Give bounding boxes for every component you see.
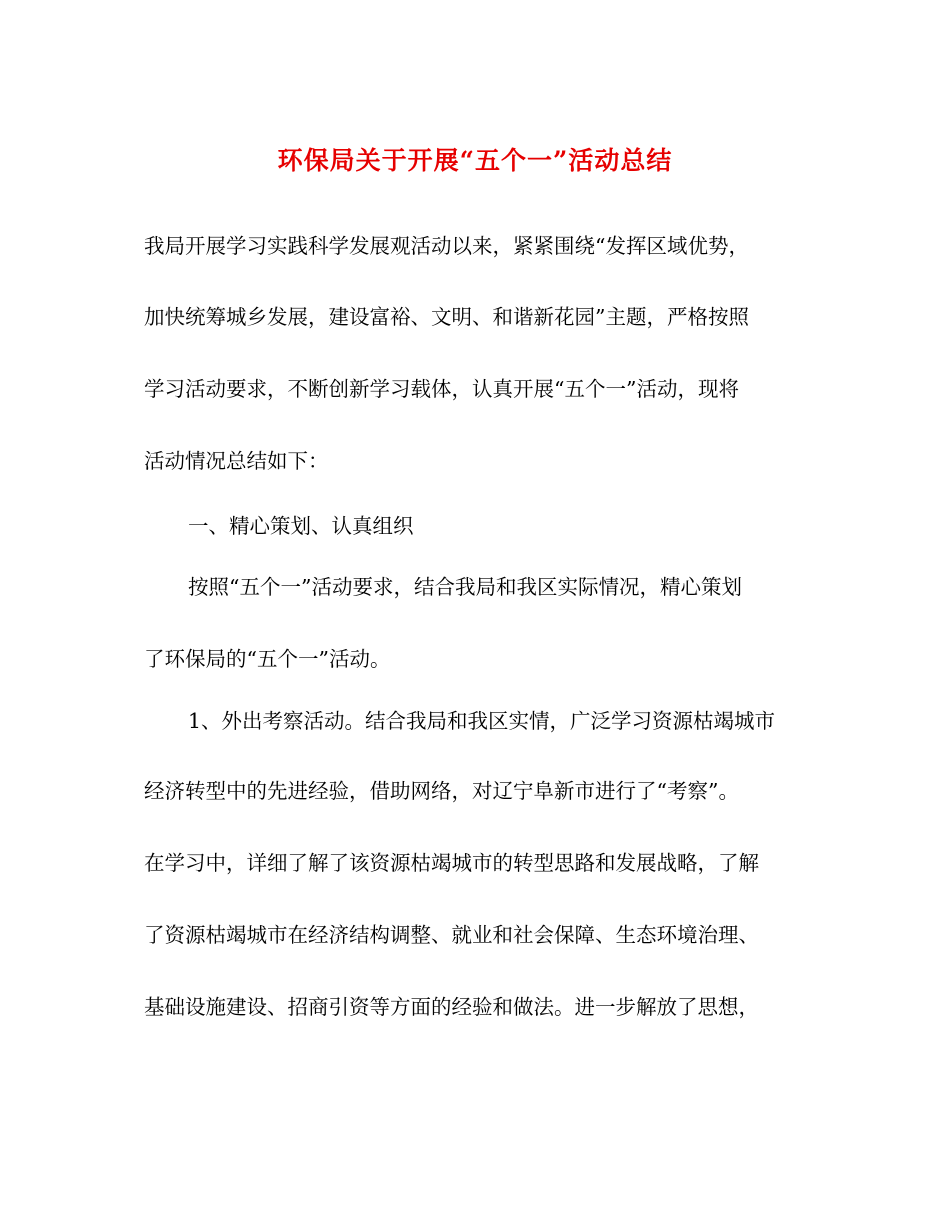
- paragraph-line: 1、外出考察活动。结合我局和我区实情，广泛学习资源枯竭城市: [188, 709, 776, 733]
- paragraph-line: 经济转型中的先进经验，借助网络，对辽宁阜新市进行了“考察”。: [144, 779, 739, 803]
- paragraph-line: 在学习中，详细了解了该资源枯竭城市的转型思路和发展战略，了解: [144, 851, 759, 875]
- paragraph-line: 加快统筹城乡发展，建设富裕、文明、和谐新花园”主题，严格按照: [144, 305, 749, 329]
- paragraph-line: 了资源枯竭城市在经济结构调整、就业和社会保障、生态环境治理、: [144, 923, 759, 947]
- paragraph-line: 基础设施建设、招商引资等方面的经验和做法。进一步解放了思想，: [144, 995, 759, 1019]
- paragraph-line: 活动情况总结如下：: [144, 449, 329, 473]
- paragraph-line: 按照“五个一”活动要求，结合我局和我区实际情况，精心策划: [188, 575, 742, 599]
- paragraph-line: 了环保局的“五个一”活动。: [144, 647, 391, 671]
- paragraph-line: 我局开展学习实践科学发展观活动以来，紧紧围绕“发挥区域优势，: [144, 234, 749, 258]
- document-title: 环保局关于开展“五个一”活动总结: [277, 146, 673, 175]
- paragraph-line: 学习活动要求，不断创新学习载体，认真开展“五个一”活动，现将: [144, 377, 739, 401]
- section-heading: 一、精心策划、认真组织: [188, 514, 414, 538]
